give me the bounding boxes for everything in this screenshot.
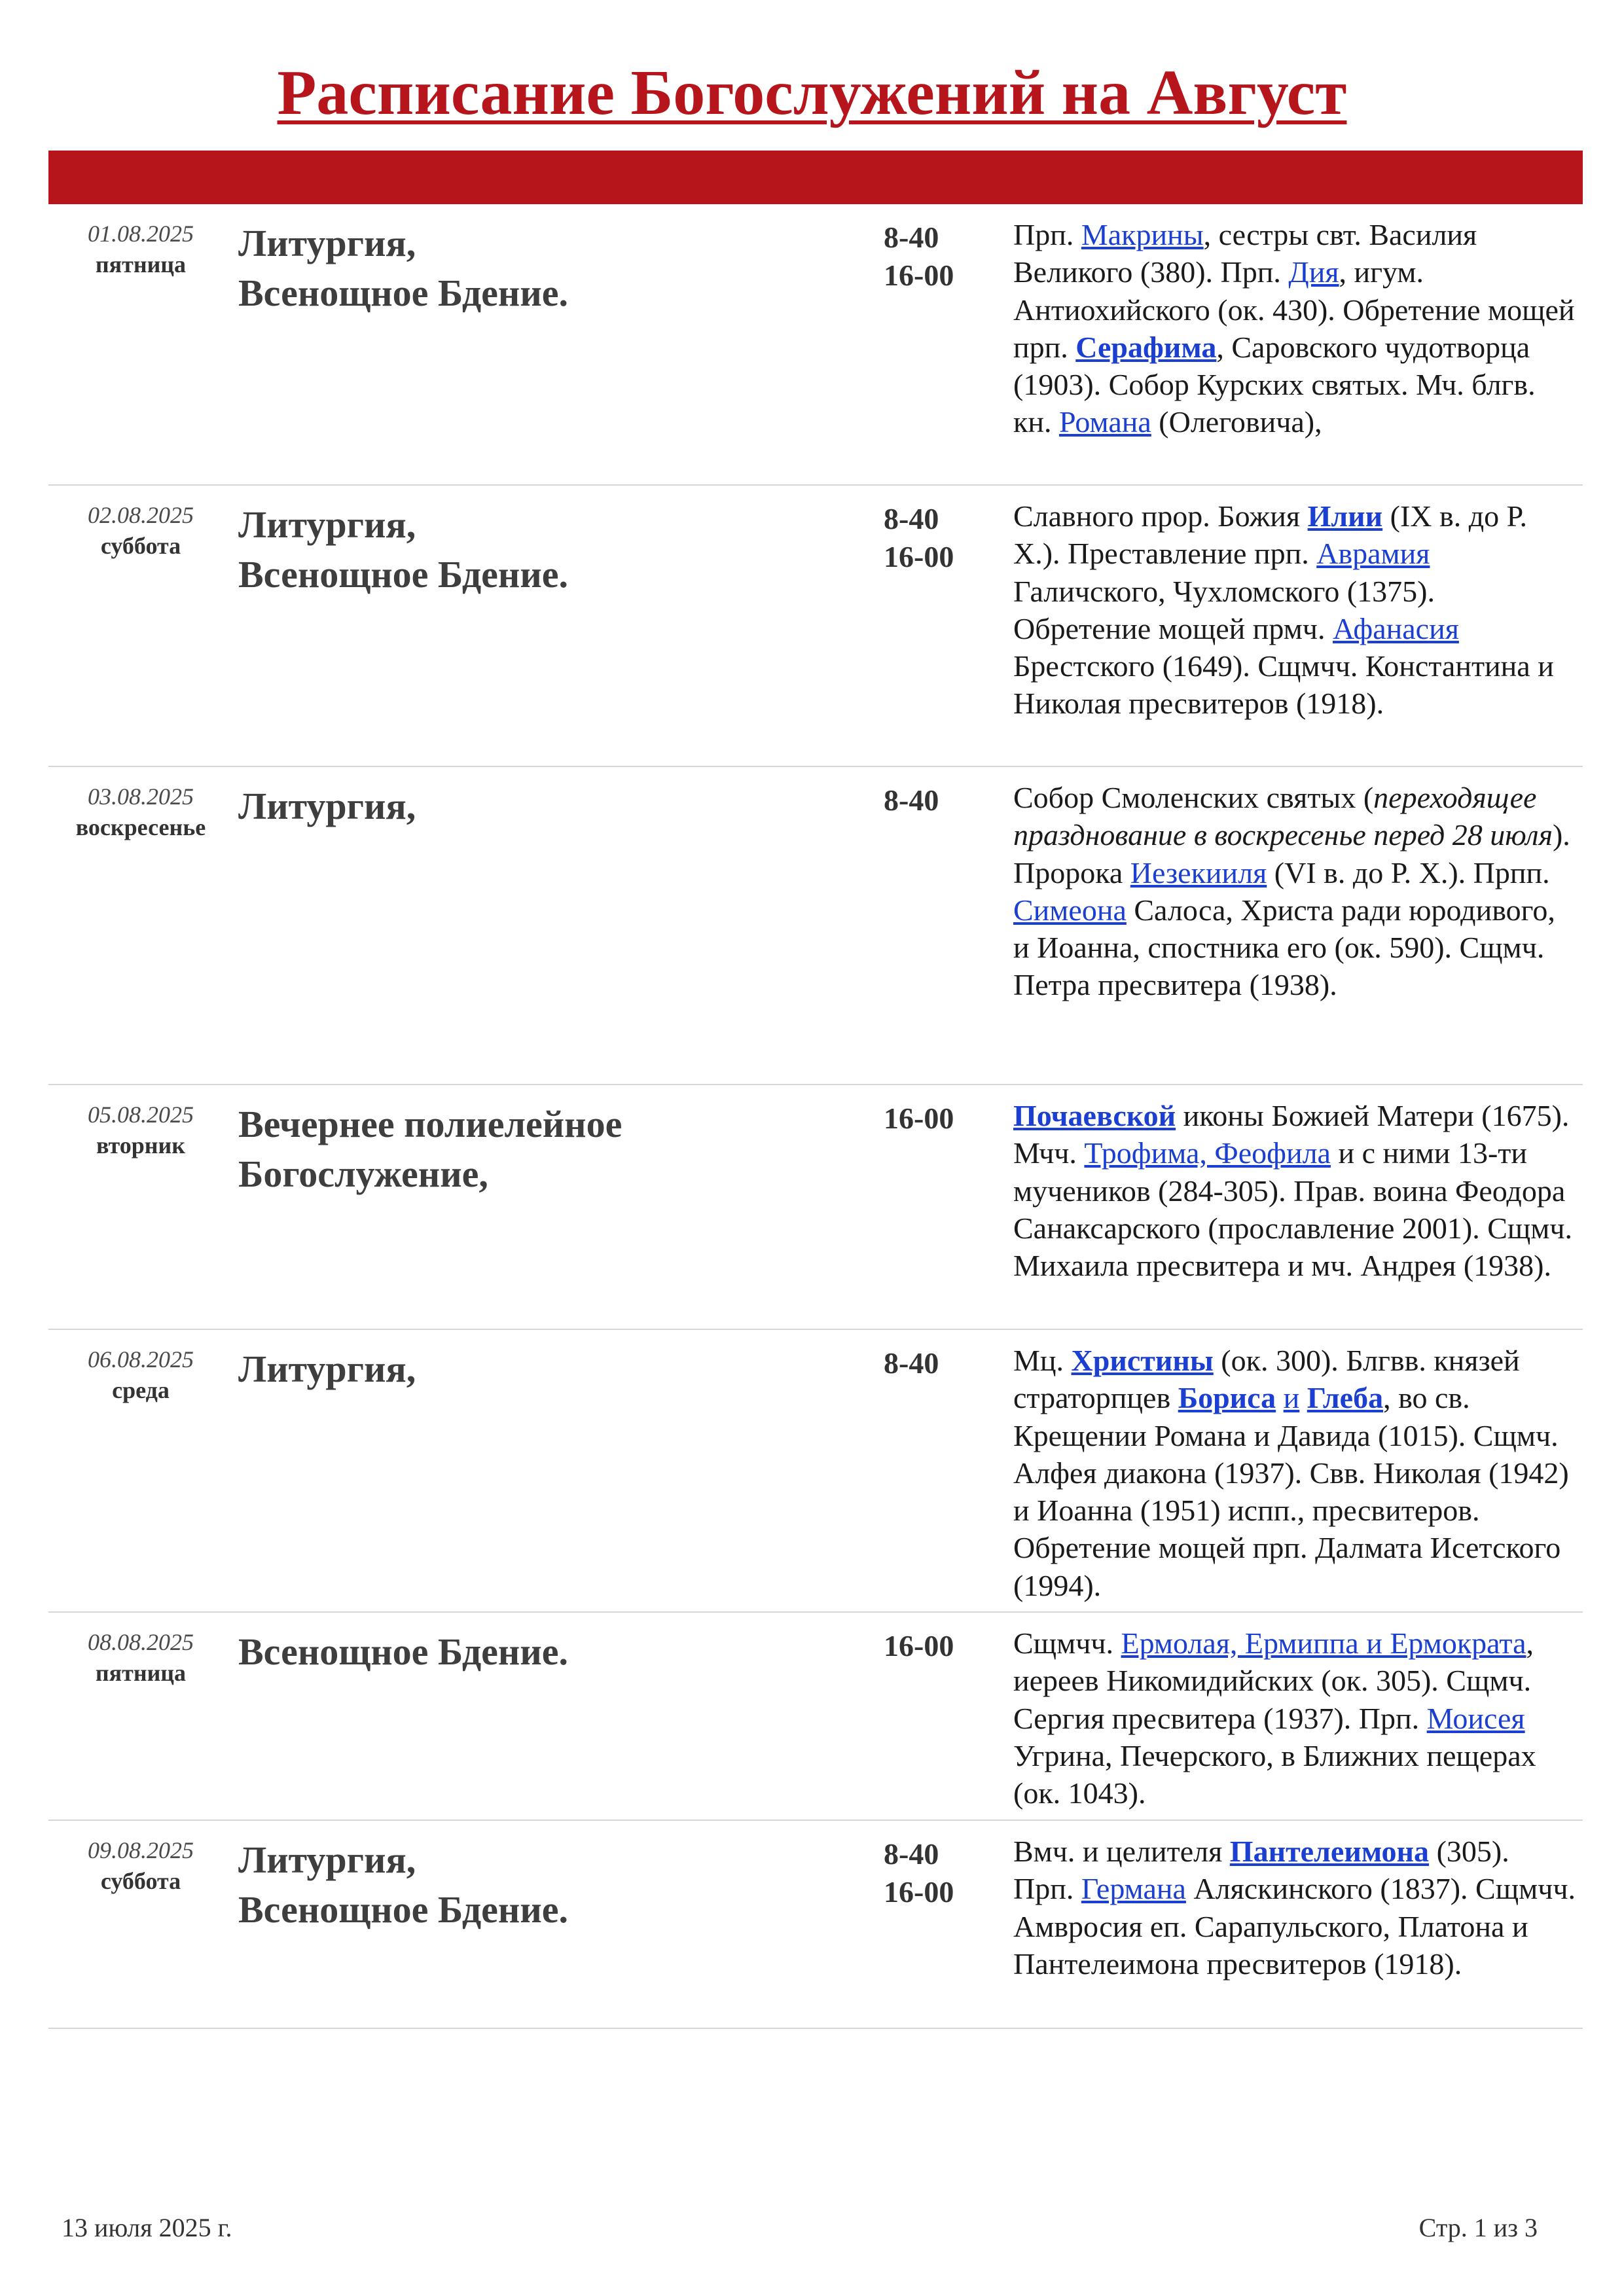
row-services <box>238 1835 893 1935</box>
saint-link[interactable]: Дия <box>1288 255 1339 289</box>
description-text: Собор Смоленских святых ( <box>1013 781 1374 814</box>
row-times <box>884 219 988 295</box>
service-time: 16-00 <box>884 540 954 573</box>
row-times <box>884 500 988 576</box>
row-description <box>1013 1624 1576 1812</box>
row-description <box>1013 1833 1576 1982</box>
description-text: Вмч. и целителя <box>1013 1835 1230 1868</box>
saint-link[interactable]: Серафима <box>1075 330 1217 364</box>
row-services <box>238 219 893 318</box>
page-title: Расписание Богослужений на Август <box>277 58 1347 128</box>
service-name: Литургия, <box>238 785 416 827</box>
saint-link[interactable]: Аврамия <box>1316 537 1430 571</box>
service-time: 16-00 <box>884 1629 954 1662</box>
footer-page-number: Стр. 1 из 3 <box>1418 2213 1538 2242</box>
description-text: и с ними 13-ти мучеников (284-305). Прав. воина Феодора Санаксарского (прославление 2001). Сщмч. Михаила пресвитера и мч. Андрея (1938). <box>1013 1136 1573 1283</box>
row-description <box>1013 1097 1576 1284</box>
row-date: 03.08.2025 <box>88 783 194 810</box>
row-date: 09.08.2025 <box>88 1837 194 1863</box>
saint-link[interactable]: и <box>1283 1381 1300 1415</box>
row-times <box>884 781 988 819</box>
service-name: Литургия, <box>238 503 416 546</box>
row-description <box>1013 497 1576 723</box>
description-text: (VI в. до Р. Х.). Прпп. <box>1267 855 1550 889</box>
saint-link[interactable]: Афанасия <box>1332 611 1459 645</box>
row-weekday: вторник <box>96 1132 185 1158</box>
row-services <box>238 1100 893 1199</box>
schedule-row <box>48 1085 1583 1330</box>
service-name: Всенощное Бдение. <box>238 272 568 314</box>
saint-link[interactable]: Христины <box>1071 1344 1214 1377</box>
description-text: Славного прор. Божия <box>1013 499 1308 533</box>
row-description <box>1013 1342 1576 1604</box>
description-text: Сщмчч. <box>1013 1626 1121 1660</box>
service-name: Литургия, <box>238 222 416 264</box>
description-text: , во св. Крещении Романа и Давида (1015). Сщмч. Алфея диакона (1937). Свв. Николая (1942) и Иоанна (1951) испп., пресвитеров. Обретение мощей прп. Далмата Исетского (1994). <box>1013 1381 1569 1602</box>
description-text: Брестского (1649). Сщмчч. Константина и Николая пресвитеров (1918). <box>1013 649 1554 721</box>
saint-link[interactable]: Пантелеимона <box>1229 1835 1430 1868</box>
saint-link[interactable]: Илии <box>1307 499 1383 533</box>
description-text: , Саровского чудотворца (1903). Собор Курских святых. Мч. блгв. кн. <box>1013 330 1536 439</box>
schedule-row <box>48 1821 1583 2029</box>
description-text <box>1276 1381 1284 1414</box>
saint-link[interactable]: Симеона <box>1013 893 1127 927</box>
service-time: 16-00 <box>884 1102 954 1135</box>
service-name: Богослужение, <box>238 1153 488 1195</box>
description-text: Мц. <box>1013 1344 1072 1377</box>
row-services <box>238 1344 893 1394</box>
row-date: 06.08.2025 <box>88 1346 194 1372</box>
description-text: Прп. <box>1013 218 1081 251</box>
service-name: Всенощное Бдение. <box>238 1630 568 1673</box>
description-text: Салоса, Христа ради юродивого, и Иоанна, спостника его (ок. 590). Сщмч. Петра пресвитера (1938). <box>1013 893 1555 1002</box>
service-time: 8-40 <box>884 1346 939 1380</box>
row-times <box>884 1627 988 1665</box>
description-text: Аляскинского (1837). Сщмчч. Амвросия еп. Сарапульского, Платона и Пантелеимона пресвитеров (1918). <box>1013 1872 1576 1981</box>
service-time: 8-40 <box>884 221 939 254</box>
saint-link[interactable]: Иезекииля <box>1130 855 1267 889</box>
row-services <box>238 1627 893 1677</box>
description-text: (305). Прп. <box>1013 1835 1509 1906</box>
schedule-row <box>48 204 1583 486</box>
description-note: переходящее празднование в воскресенье перед 28 июля <box>1013 781 1553 852</box>
row-weekday: пятница <box>95 1660 187 1686</box>
saint-link[interactable]: Моисея <box>1426 1701 1525 1735</box>
row-weekday: воскресенье <box>75 814 206 840</box>
row-weekday: среда <box>112 1377 170 1403</box>
row-times <box>884 1344 988 1382</box>
saint-link[interactable]: Макрины <box>1081 218 1204 251</box>
saint-link[interactable]: Романа <box>1058 405 1151 439</box>
schedule-row <box>48 486 1583 767</box>
service-time: 16-00 <box>884 259 954 292</box>
schedule-row <box>48 1613 1583 1821</box>
row-date: 02.08.2025 <box>88 502 194 528</box>
header-bar <box>48 151 1583 204</box>
row-date: 01.08.2025 <box>88 221 194 247</box>
service-time: 16-00 <box>884 1875 954 1909</box>
row-services <box>238 781 893 831</box>
service-time: 8-40 <box>884 502 939 535</box>
row-weekday: суббота <box>100 533 181 559</box>
description-text: Галичского, Чухломского (1375). Обретение мощей прмч. <box>1013 574 1435 645</box>
description-text: иконы Божией Матери (1675). Мчч. <box>1013 1099 1570 1170</box>
saint-link[interactable]: Ермолая, Ермиппа и Ермократа <box>1121 1626 1526 1660</box>
service-name: Вечернее полиелейное <box>238 1103 623 1145</box>
service-name: Литургия, <box>238 1348 416 1390</box>
service-name: Литургия, <box>238 1839 416 1881</box>
description-text: (Олеговича), <box>1151 405 1322 439</box>
schedule-row <box>48 1330 1583 1613</box>
row-date: 08.08.2025 <box>88 1629 194 1655</box>
schedule-table <box>48 204 1583 2029</box>
description-text: , иереев Никомидийских (ок. 305). Сщмч. Сергия пресвитера (1937). Прп. <box>1013 1626 1534 1735</box>
service-time: 8-40 <box>884 1837 939 1871</box>
row-description <box>1013 216 1576 441</box>
description-text: Угрина, Печерского, в Ближних пещерах (ок. 1043). <box>1013 1738 1536 1810</box>
service-name: Всенощное Бдение. <box>238 553 568 596</box>
description-text: ). Пророка <box>1013 818 1570 889</box>
footer-date: 13 июля 2025 г. <box>62 2213 232 2242</box>
description-text: , игум. Антиохийского (ок. 430). Обретение мощей прп. <box>1013 255 1575 364</box>
service-name: Всенощное Бдение. <box>238 1888 568 1931</box>
saint-link[interactable]: Бориса <box>1178 1381 1276 1415</box>
row-date: 05.08.2025 <box>88 1102 194 1128</box>
service-time: 8-40 <box>884 783 939 817</box>
saint-link[interactable]: Трофима, Феофила <box>1084 1136 1331 1170</box>
row-weekday: суббота <box>100 1868 181 1894</box>
saint-link[interactable]: Почаевской <box>1013 1099 1176 1132</box>
row-description <box>1013 779 1576 1004</box>
description-text: (ок. 300). Блгвв. князей страторпцев <box>1013 1344 1520 1415</box>
schedule-row <box>48 767 1583 1085</box>
row-times <box>884 1835 988 1911</box>
description-text: , сестры свт. Василия Великого (380). Прп. <box>1013 218 1477 289</box>
description-text: (IX в. до Р. Х.). Преставление прп. <box>1013 499 1527 571</box>
description-text <box>1299 1381 1307 1414</box>
row-times <box>884 1100 988 1138</box>
saint-link[interactable]: Глеба <box>1307 1381 1384 1415</box>
row-weekday: пятница <box>95 251 187 278</box>
row-services <box>238 500 893 600</box>
saint-link[interactable]: Германа <box>1081 1872 1186 1906</box>
